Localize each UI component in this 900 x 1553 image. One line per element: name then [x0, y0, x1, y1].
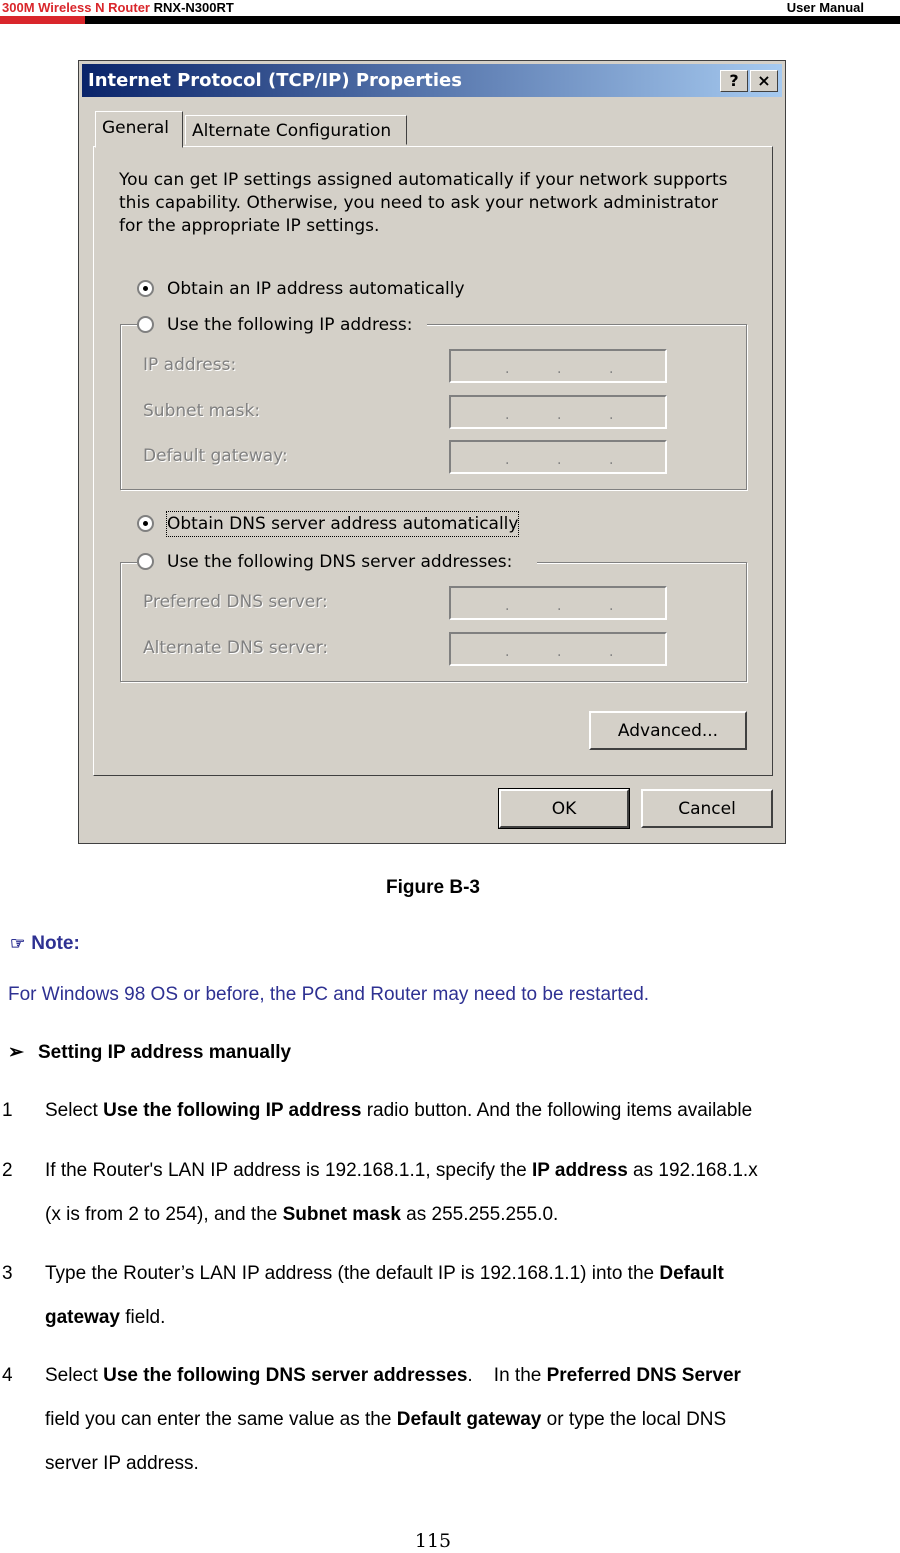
default-gateway-input[interactable]: . . .: [449, 440, 667, 474]
intro-text: You can get IP settings assigned automatically if your network supports this capability. Otherwise, you need to ask your network administrator for the appropriate IP settings.: [119, 170, 728, 236]
cancel-button[interactable]: Cancel: [641, 789, 773, 828]
note-text: For Windows 98 OS or before, the PC and Router may need to be restarted.: [8, 984, 650, 1005]
subnet-mask-input[interactable]: . . .: [449, 395, 667, 429]
preferred-dns-input[interactable]: . . .: [449, 586, 667, 620]
default-gateway-label: Default gateway:: [143, 446, 288, 466]
radio-obtain-dns-auto[interactable]: [137, 512, 617, 536]
dialog-title: Internet Protocol (TCP/IP) Properties: [88, 70, 462, 91]
radio-label: Obtain an IP address automatically: [167, 279, 465, 299]
ip-address-input[interactable]: . . .: [449, 349, 667, 383]
header-manual: User Manual: [786, 0, 864, 15]
radio-unselected-icon: [137, 553, 154, 570]
radio-unselected-icon: [137, 316, 154, 333]
radio-label: Use the following DNS server addresses:: [167, 552, 513, 572]
ip-address-label: IP address:: [143, 355, 237, 375]
header-rule-accent: [0, 16, 85, 24]
radio-obtain-ip-auto[interactable]: [137, 277, 617, 301]
tab-general[interactable]: General: [95, 111, 183, 148]
radio-use-following-ip[interactable]: [137, 313, 427, 337]
tcpip-properties-dialog: [78, 60, 786, 844]
section-heading: ➢ Setting IP address manually: [8, 1042, 292, 1063]
header-title: [2, 0, 234, 15]
page-number: 115: [414, 1530, 452, 1552]
help-button[interactable]: ?: [720, 70, 748, 92]
figure-caption: Figure B-3: [386, 877, 480, 898]
alternate-dns-input[interactable]: . . .: [449, 632, 667, 666]
radio-label: Use the following IP address:: [167, 315, 413, 335]
preferred-dns-label: Preferred DNS server:: [143, 592, 328, 612]
header-model: RNX-N300RT: [153, 0, 234, 15]
arrow-bullet-icon: ➢: [8, 1042, 24, 1063]
dialog-titlebar: [82, 64, 782, 97]
subnet-mask-label: Subnet mask:: [143, 401, 261, 421]
advanced-button[interactable]: Advanced...: [589, 711, 747, 750]
header-brand: 300M Wireless N Router: [2, 0, 150, 15]
ok-button[interactable]: OK: [499, 789, 629, 828]
radio-selected-icon: [137, 515, 154, 532]
close-button[interactable]: ×: [750, 70, 778, 92]
page-header: [0, 0, 900, 26]
note-heading: ☞ Note:: [10, 933, 80, 954]
pointing-hand-icon: ☞: [10, 934, 26, 953]
radio-selected-icon: [137, 280, 154, 297]
alternate-dns-label: Alternate DNS server:: [143, 638, 329, 658]
header-rule: [0, 16, 900, 24]
radio-use-following-dns[interactable]: [137, 550, 537, 574]
tab-alternate-configuration[interactable]: Alternate Configuration: [185, 115, 407, 145]
radio-label: Obtain DNS server address automatically: [167, 514, 519, 534]
